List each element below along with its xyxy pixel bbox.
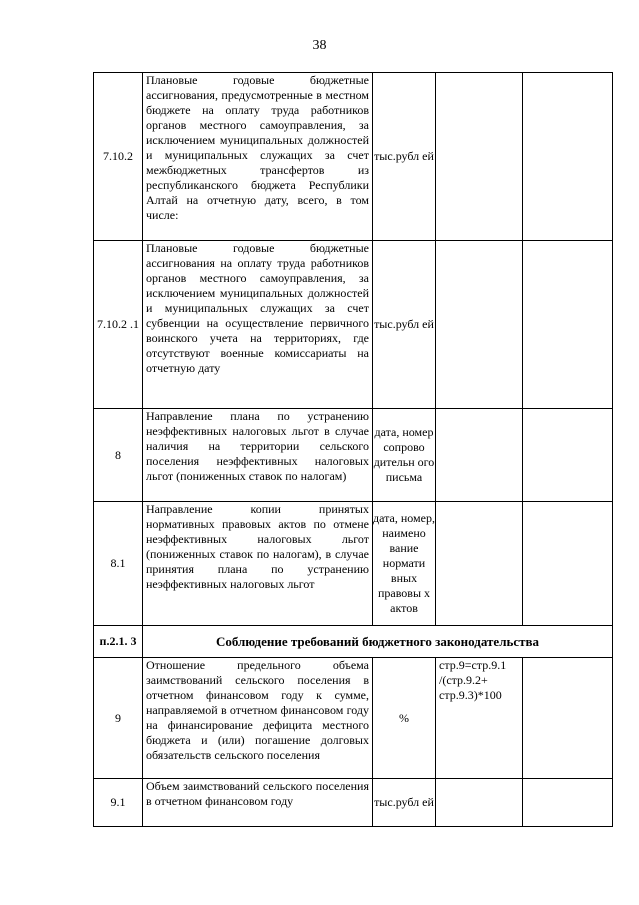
table-row [94, 502, 613, 626]
row-unit: тыс.рубл ей [373, 73, 436, 241]
row-description: Направление плана по устранению неэффективных налоговых льгот в случае наличия на территории сельского поселения неэффективных налоговых льгот (пониженных ставок по налогам) [143, 409, 373, 502]
row-description: Объем заимствований сельского поселения в отчетном финансовом году [143, 779, 373, 827]
row-unit: тыс.рубл ей [373, 241, 436, 409]
row-formula: стр.9=стр.9.1 /(стр.9.2+ стр.9.3)*100 [436, 658, 523, 779]
row-number: 8.1 [94, 502, 143, 626]
row-description: Плановые годовые бюджетные ассигнования на оплату труда работников органов местного самоуправления, за исключением муниципальных должностей и муниципальных служащих за счет субвенции на осуществление первичного воинского учета на территориях, где отсутствуют военные комиссариаты на отчетную дату [143, 241, 373, 409]
row-number: 9.1 [94, 779, 143, 827]
row-unit: тыс.рубл ей [373, 779, 436, 827]
row-value [523, 779, 613, 827]
row-formula [436, 409, 523, 502]
row-number: 8 [94, 409, 143, 502]
row-number: 7.10.2 .1 [94, 241, 143, 409]
page-number: 38 [312, 38, 327, 53]
row-formula [436, 502, 523, 626]
table-row [94, 241, 613, 409]
row-number: 9 [94, 658, 143, 779]
budget-indicators-table [93, 72, 613, 827]
row-description: Плановые годовые бюджетные ассигнования, предусмотренные в местном бюджете на оплату труда работников органов местного самоуправления, за исключением муниципальных должностей и муниципальных служащих за счет межбюджетных трансфертов из республиканского бюджета Республики Алтай на отчетную дату, всего, в том числе: [143, 73, 373, 241]
table-row [94, 658, 613, 779]
section-title: Соблюдение требований бюджетного законодательства [143, 626, 613, 658]
row-value [523, 409, 613, 502]
row-description: Направление копии принятых нормативных правовых актов по отмене неэффективных налоговых льгот (пониженных ставок по налогам), в случае принятия плана по устранению неэффективных налоговых льгот [143, 502, 373, 626]
row-unit: дата, номер, наимено вание нормати вных правовы х актов [373, 502, 436, 626]
row-formula [436, 779, 523, 827]
row-description: Отношение предельного объема заимствований сельского поселения в отчетном финансовом году к сумме, направляемой в отчетном финансовом году на финансирование дефицита местного бюджета и (или) погашение долговых обязательств сельского поселения [143, 658, 373, 779]
row-unit: дата, номер сопрово дительн ого письма [373, 409, 436, 502]
row-unit: % [373, 658, 436, 779]
section-header-row [94, 626, 613, 658]
section-number: п.2.1. 3 [94, 626, 143, 658]
row-value [523, 73, 613, 241]
row-formula [436, 73, 523, 241]
row-number: 7.10.2 [94, 73, 143, 241]
row-value [523, 658, 613, 779]
table-row [94, 779, 613, 827]
row-value [523, 502, 613, 626]
table-row [94, 409, 613, 502]
row-formula [436, 241, 523, 409]
table-row [94, 73, 613, 241]
row-value [523, 241, 613, 409]
